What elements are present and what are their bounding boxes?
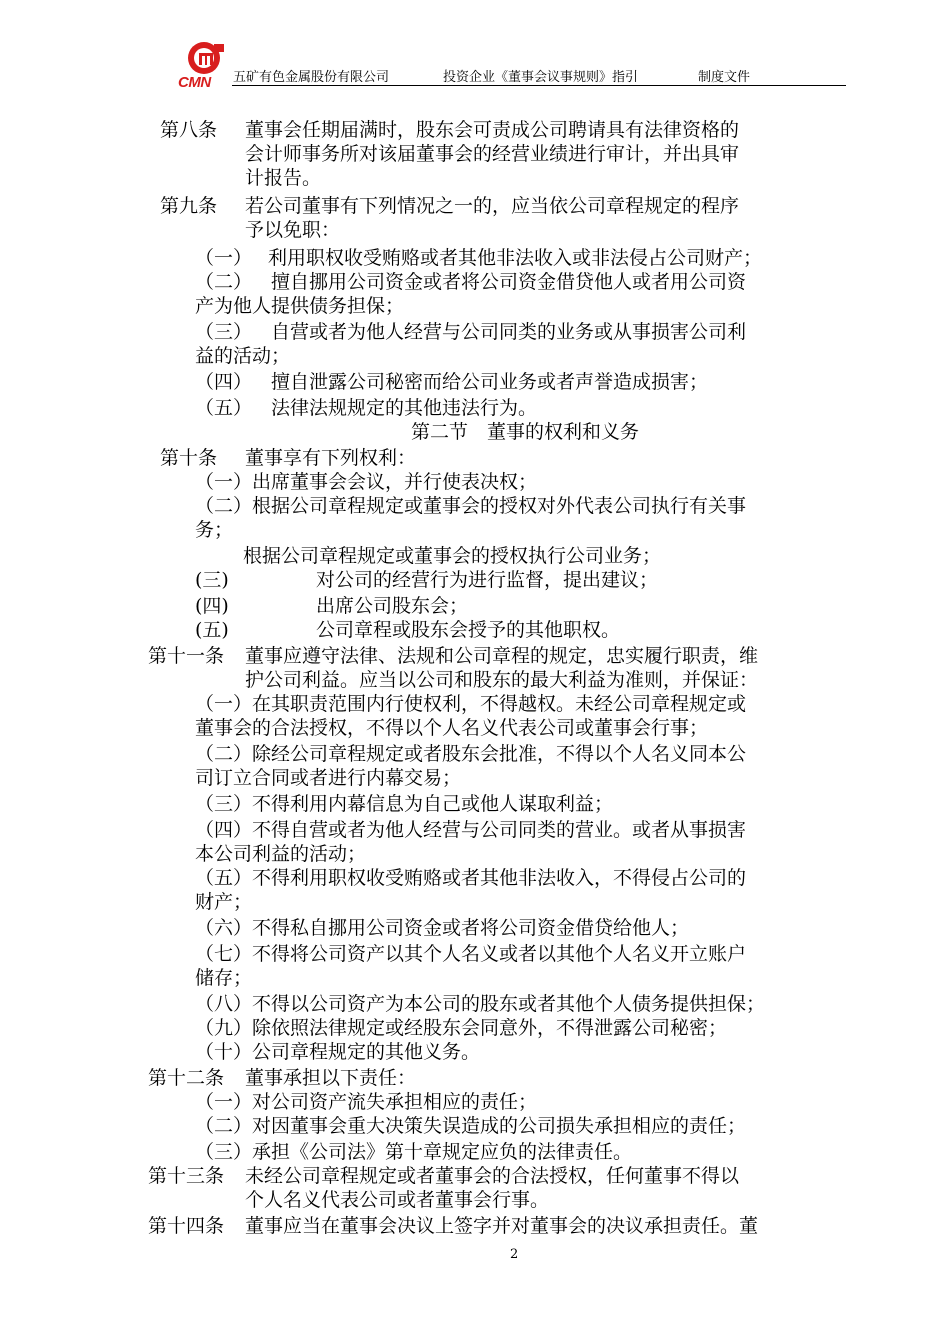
line-text: 计报告。 — [245, 167, 322, 189]
article-text: 董事应当在董事会决议上签字并对董事会的决议承担责任。董 — [245, 1215, 759, 1237]
item-text: 利用职权收受贿赂或者其他非法收入或非法侵占公司财产； — [268, 247, 763, 269]
line-text: 储存； — [195, 967, 253, 989]
line-text: 益的活动； — [195, 345, 291, 367]
item-text: 擅自泄露公司秘密而给公司业务或者声誉造成损害； — [271, 371, 709, 393]
line-text: （五）不得利用职权收受贿赂或者其他非法收入，不得侵占公司的 — [195, 867, 747, 889]
article-text: 董事应遵守法律、法规和公司章程的规定，忠实履行职责，维 — [245, 645, 759, 667]
item-number: (四) — [195, 595, 229, 617]
article-text: 董事承担以下责任： — [245, 1067, 417, 1089]
item-number: （五） — [195, 397, 253, 419]
line-text: （八）不得以公司资产为本公司的股东或者其他个人债务提供担保； — [195, 993, 766, 1015]
line-text: （九）除依照法律规定或经股东会同意外，不得泄露公司秘密； — [195, 1017, 728, 1039]
line-text: （十）公司章程规定的其他义务。 — [195, 1041, 481, 1063]
item-number: (五) — [195, 619, 229, 641]
item-number: (三) — [195, 569, 229, 591]
article-text: 若公司董事有下列情况之一的，应当依公司章程规定的程序 — [245, 195, 740, 217]
article-label: 第九条 — [160, 195, 218, 217]
article-label: 第十四条 — [148, 1215, 225, 1237]
item-number: （三） — [195, 321, 253, 343]
line-text: （一）对公司资产流失承担相应的责任； — [195, 1091, 538, 1113]
item-text: 出席公司股东会； — [316, 595, 469, 617]
line-text: 产为他人提供债务担保； — [195, 295, 405, 317]
article-text: 董事享有下列权利： — [245, 447, 417, 469]
line-text: （二）根据公司章程规定或董事会的授权对外代表公司执行有关事 — [195, 495, 747, 517]
item-number: （一） — [195, 247, 253, 269]
line-text: （二）对因董事会重大决策失误造成的公司损失承担相应的责任； — [195, 1115, 747, 1137]
item-text: 法律法规规定的其他违法行为。 — [271, 397, 538, 419]
article-label: 第八条 — [160, 119, 218, 141]
item-number: （四） — [195, 371, 253, 393]
line-text: （三）不得利用内幕信息为自己或他人谋取利益； — [195, 793, 614, 815]
item-number: （二） — [195, 271, 253, 293]
line-text: 本公司利益的活动； — [195, 843, 367, 865]
item-text: 自营或者为他人经营与公司同类的业务或从事损害公司利 — [271, 321, 747, 343]
header-doc-title: 投资企业《董事会议事规则》指引 — [443, 70, 639, 85]
article-label: 第十三条 — [148, 1165, 225, 1187]
line-text: 根据公司章程规定或董事会的授权执行公司业务； — [243, 545, 662, 567]
article-text: 董事会任期届满时，股东会可责成公司聘请具有法律资格的 — [245, 119, 740, 141]
article-label: 第十二条 — [148, 1067, 225, 1089]
line-text: （三）承担《公司法》第十章规定应负的法律责任。 — [195, 1141, 633, 1163]
line-text: 务； — [195, 519, 234, 541]
line-text: （四）不得自营或者为他人经营与公司同类的营业。或者从事损害 — [195, 819, 747, 841]
line-text: （六）不得私自挪用公司资金或者将公司资金借贷给他人； — [195, 917, 690, 939]
line-text: 个人名义代表公司或者董事会行事。 — [245, 1189, 550, 1211]
section-title: 第二节 董事的权利和义务 — [411, 421, 640, 443]
item-text: 公司章程或股东会授予的其他职权。 — [316, 619, 621, 641]
item-text: 对公司的经营行为进行监督，提出建议； — [316, 569, 659, 591]
page-number: 2 — [510, 1247, 519, 1262]
article-label: 第十条 — [160, 447, 218, 469]
line-text: 财产； — [195, 891, 253, 913]
line-text: （七）不得将公司资产以其个人名义或者以其他个人名义开立账户 — [195, 943, 747, 965]
article-label: 第十一条 — [148, 645, 225, 667]
line-text: （一）在其职责范围内行使权利，不得越权。未经公司章程规定或 — [195, 693, 747, 715]
item-text: 擅自挪用公司资金或者将公司资金借贷他人或者用公司资 — [271, 271, 747, 293]
header-divider — [232, 85, 846, 86]
line-text: 董事会的合法授权，不得以个人名义代表公司或董事会行事； — [195, 717, 709, 739]
line-text: 护公司利益。应当以公司和股东的最大利益为准则，并保证： — [245, 669, 759, 691]
header-doc-type: 制度文件 — [698, 70, 751, 85]
line-text: 会计师事务所对该届董事会的经营业绩进行审计，并出具审 — [245, 143, 740, 165]
line-text: （二）除经公司章程规定或者股东会批准，不得以个人名义同本公 — [195, 743, 747, 765]
header-company: 五矿有色金属股份有限公司 — [233, 70, 390, 85]
logo-wordmark: CMN — [178, 74, 211, 91]
line-text: （一）出席董事会会议，并行使表决权； — [195, 471, 538, 493]
line-text: 司订立合同或者进行内幕交易； — [195, 767, 462, 789]
line-text: 予以免职： — [245, 219, 341, 241]
article-text: 未经公司章程规定或者董事会的合法授权，任何董事不得以 — [245, 1165, 740, 1187]
